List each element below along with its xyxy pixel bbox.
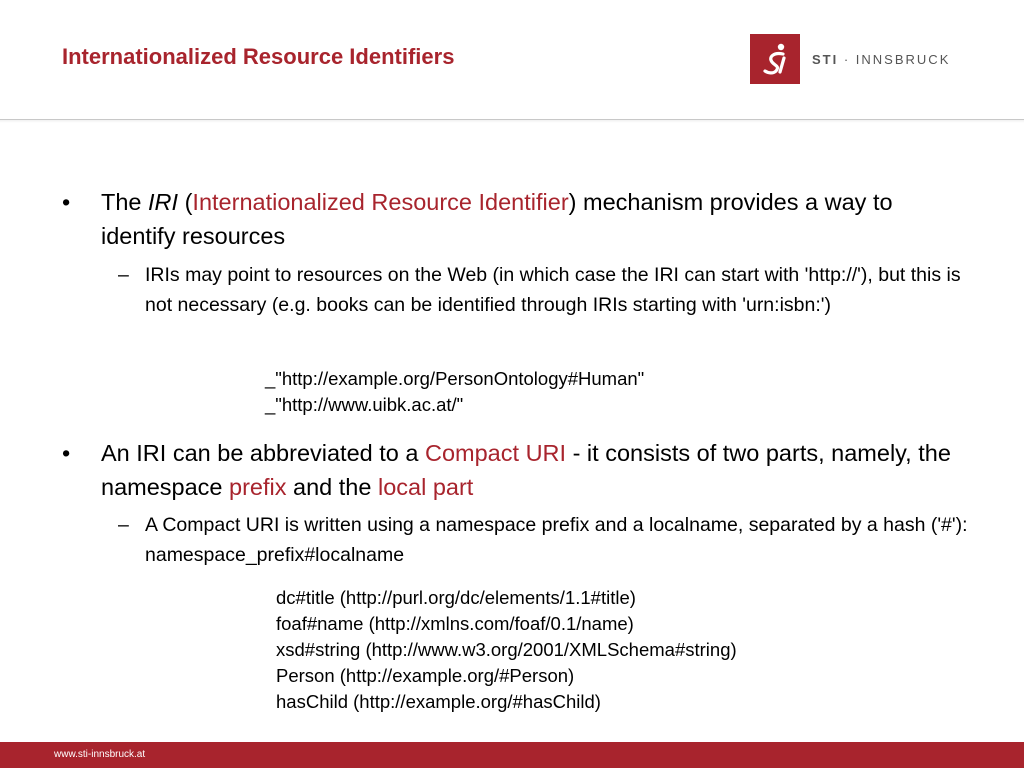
prefix-highlight: prefix <box>229 474 287 500</box>
header-divider <box>0 119 1024 120</box>
example-line: Person (http://example.org/#Person) <box>276 665 575 686</box>
logo-brand: STI <box>812 51 839 67</box>
text-run: An IRI can be abbreviated to a <box>101 440 425 466</box>
compact-uri-highlight: Compact URI <box>425 440 567 466</box>
text-run: - it consists of two parts, namely, the namespace <box>101 440 951 500</box>
sti-logo-icon <box>750 34 800 84</box>
text-run: ) mechanism provides a way to identify resources <box>101 189 893 249</box>
footer-url: www.sti-innsbruck.at <box>54 749 146 760</box>
bullet-marker: • <box>62 440 71 466</box>
sub-bullet-marker: – <box>118 514 129 536</box>
sub-bullet-text: A Compact URI is written using a namespace prefix and a localname, separated by a hash ('#'): namespace_prefix#localname <box>145 514 968 566</box>
sub-bullet-marker: – <box>118 264 129 286</box>
local-part-highlight: local part <box>377 474 474 500</box>
bullet-compact-uri <box>62 436 962 504</box>
bullet-text <box>101 436 962 504</box>
example-line: hasChild (http://example.org/#hasChild) <box>276 691 601 712</box>
sti-innsbruck-logo <box>750 34 950 84</box>
iri-term: IRI <box>148 189 179 215</box>
logo-separator: · <box>838 51 856 67</box>
iri-examples <box>265 366 644 418</box>
text-run: and the <box>286 474 378 500</box>
example-line: dc#title (http://purl.org/dc/elements/1.1#title) <box>276 587 636 608</box>
slide-title: Internationalized Resource Identifiers <box>62 44 455 69</box>
bullet-marker: • <box>62 189 71 215</box>
compact-uri-examples <box>276 585 737 715</box>
bullet-text <box>101 185 962 253</box>
example-line: _"http://www.uibk.ac.at/" <box>265 394 464 415</box>
text-run: ( <box>178 189 193 215</box>
example-line: foaf#name (http://xmlns.com/foaf/0.1/name) <box>276 613 634 634</box>
logo-wordmark <box>812 52 950 67</box>
sub-bullet-iri-web <box>118 260 978 320</box>
example-line: xsd#string (http://www.w3.org/2001/XMLSchema#string) <box>276 639 737 660</box>
text-run: The <box>101 189 149 215</box>
bullet-iri <box>62 185 962 253</box>
sub-bullet-compact-uri <box>118 510 978 570</box>
example-line: _"http://example.org/PersonOntology#Human" <box>265 368 645 389</box>
footer-bar <box>0 742 1024 768</box>
sub-bullet-text: IRIs may point to resources on the Web (in which case the IRI can start with 'http://'), but this is not necessary (e.g. books can be identified through IRIs starting with 'urn:isbn:') <box>145 264 961 316</box>
iri-expansion-highlight: Internationalized Resource Identifier <box>192 189 569 215</box>
logo-location: INNSBRUCK <box>855 51 951 67</box>
